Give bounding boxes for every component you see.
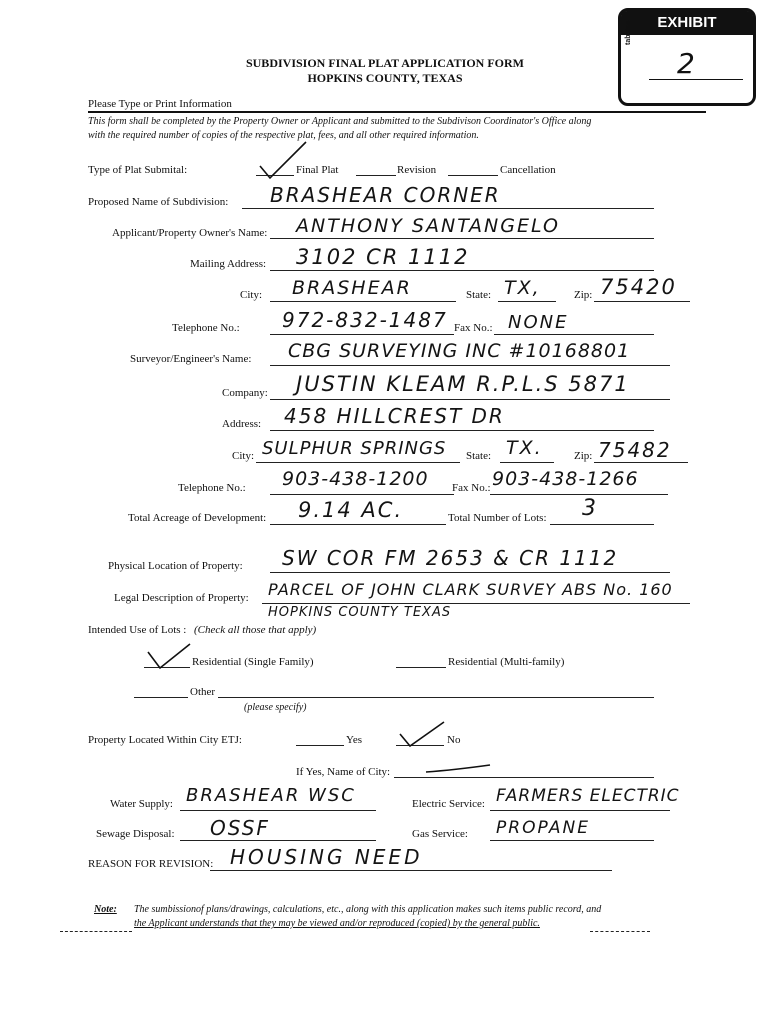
- location-label: Physical Location of Property:: [108, 560, 243, 572]
- single-family-label: Residential (Single Family): [192, 656, 314, 668]
- zip-line: [594, 301, 690, 302]
- owner-line: [270, 238, 654, 239]
- revision-blank[interactable]: [356, 175, 396, 176]
- address-line: [270, 430, 654, 431]
- single-family-check-icon: [144, 642, 192, 670]
- reason-value[interactable]: HOUSING NEED: [230, 845, 423, 869]
- electric-line: [490, 810, 670, 811]
- revision-label: Revision: [397, 164, 437, 176]
- cancellation-label: Cancellation: [500, 164, 556, 176]
- zip-value[interactable]: 75420: [600, 275, 677, 299]
- subdivision-line: [242, 208, 654, 209]
- mailing-line: [270, 270, 654, 271]
- zip2-value[interactable]: 75482: [598, 438, 672, 462]
- legal-line: [262, 603, 690, 604]
- phone-label: Telephone No.:: [172, 322, 240, 334]
- plat-type-label: Type of Plat Submital:: [88, 164, 188, 176]
- instructions-line1: This form shall be completed by the Property Owner or Applicant and submitted to the Subdivison Coordinator's Office along: [88, 116, 592, 127]
- sewage-label: Sewage Disposal:: [96, 828, 175, 840]
- phone-line: [270, 334, 454, 335]
- phone-value[interactable]: 972-832-1487: [282, 308, 448, 332]
- mailing-value[interactable]: 3102 CR 1112: [296, 245, 470, 269]
- form-title: SUBDIVISION FINAL PLAT APPLICATION FORM: [245, 56, 525, 70]
- surveyor-line: [270, 365, 670, 366]
- etj-city-dash-icon: [424, 762, 494, 776]
- state-label: State:: [466, 289, 492, 301]
- address-label: Address:: [222, 418, 262, 430]
- location-value[interactable]: SW COR FM 2653 & CR 1112: [282, 546, 619, 570]
- etj-no-label: No: [447, 734, 461, 746]
- lots-value[interactable]: 3: [582, 496, 598, 521]
- lots-label: Total Number of Lots:: [448, 512, 547, 524]
- gas-line: [490, 840, 654, 841]
- city2-line: [256, 462, 460, 463]
- final-plat-label: Final Plat: [296, 164, 339, 176]
- state-value[interactable]: TX,: [504, 277, 541, 299]
- subdivision-label: Proposed Name of Subdivision:: [88, 196, 229, 208]
- gas-value[interactable]: PROPANE: [496, 818, 590, 838]
- fax2-value[interactable]: 903-438-1266: [492, 468, 639, 490]
- water-label: Water Supply:: [110, 798, 173, 810]
- company-label: Company:: [222, 387, 268, 399]
- reason-line: [210, 870, 612, 871]
- reason-label: REASON FOR REVISION:: [88, 858, 214, 870]
- multi-family-blank[interactable]: [396, 667, 446, 668]
- city-label: City:: [240, 289, 263, 301]
- note-dash-right: [590, 931, 650, 932]
- owner-label: Applicant/Property Owner's Name:: [112, 227, 268, 239]
- location-line: [270, 572, 670, 573]
- use-hint: (Check all those that apply): [194, 624, 317, 636]
- exhibit-number: 2: [677, 47, 695, 80]
- water-line: [180, 810, 376, 811]
- cancellation-blank[interactable]: [448, 175, 498, 176]
- phone2-value[interactable]: 903-438-1200: [282, 468, 429, 490]
- sewage-value[interactable]: OSSF: [210, 816, 270, 840]
- other-label: Other: [190, 686, 216, 698]
- owner-value[interactable]: ANTHONY SANTANGELO: [296, 215, 560, 237]
- surveyor-label: Surveyor/Engineer's Name:: [130, 353, 252, 365]
- fax2-line: [490, 494, 668, 495]
- state2-value[interactable]: TX.: [506, 437, 543, 459]
- state-line: [498, 301, 556, 302]
- note-line2: the Applicant understands that they may be viewed and/or reproduced (copied) by the general public.: [134, 918, 540, 929]
- legal-label: Legal Description of Property:: [114, 592, 249, 604]
- other-specify-line[interactable]: [218, 697, 654, 698]
- company-value[interactable]: JUSTIN KLEAM R.P.L.S 5871: [296, 372, 630, 396]
- please-type-label: Please Type or Print Information: [88, 98, 232, 110]
- company-line: [270, 399, 670, 400]
- surveyor-value[interactable]: CBG SURVEYING INC #10168801: [288, 340, 631, 362]
- electric-label: Electric Service:: [412, 798, 485, 810]
- other-blank[interactable]: [134, 697, 188, 698]
- instructions-line2: with the required number of copies of the respective plat, fees, and all other required information.: [88, 130, 479, 141]
- please-specify: (please specify): [244, 702, 307, 713]
- address-value[interactable]: 458 HILLCREST DR: [284, 404, 505, 428]
- acreage-line: [270, 524, 446, 525]
- gas-label: Gas Service:: [412, 828, 468, 840]
- exhibit-title: EXHIBIT: [621, 11, 753, 35]
- city-value[interactable]: BRASHEAR: [292, 277, 412, 299]
- city2-label: City:: [232, 450, 255, 462]
- zip2-label: Zip:: [574, 450, 593, 462]
- fax2-label: Fax No.:: [452, 482, 491, 494]
- city2-value[interactable]: SULPHUR SPRINGS: [262, 438, 447, 459]
- etj-city-label: If Yes, Name of City:: [296, 766, 391, 778]
- fax-label: Fax No.:: [454, 322, 493, 334]
- zip-label: Zip:: [574, 289, 593, 301]
- etj-label: Property Located Within City ETJ:: [88, 734, 242, 746]
- zip2-line: [594, 462, 688, 463]
- state2-line: [500, 462, 554, 463]
- city-line: [270, 301, 456, 302]
- legal-value-line2[interactable]: HOPKINS COUNTY TEXAS: [268, 605, 452, 620]
- form-county: HOPKINS COUNTY, TEXAS: [307, 71, 463, 85]
- etj-no-check-icon: [396, 720, 446, 748]
- multi-family-label: Residential (Multi-family): [448, 656, 565, 668]
- etj-yes-blank[interactable]: [296, 745, 344, 746]
- water-value[interactable]: BRASHEAR WSC: [186, 785, 356, 806]
- note-line1: The sumbissionof plans/drawings, calculations, etc., along with this application makes such items public record, and: [134, 904, 602, 915]
- note-dash-left: [60, 931, 132, 932]
- fax-value[interactable]: NONE: [508, 312, 569, 333]
- header-rule: [88, 111, 706, 113]
- electric-value[interactable]: FARMERS ELECTRIC: [496, 786, 680, 806]
- sewage-line: [180, 840, 376, 841]
- phone2-label: Telephone No.:: [178, 482, 246, 494]
- fax-line: [494, 334, 654, 335]
- etj-city-line[interactable]: [394, 777, 654, 778]
- exhibit-brand: tabbies: [625, 20, 632, 45]
- acreage-label: Total Acreage of Development:: [128, 512, 267, 524]
- etj-yes-label: Yes: [346, 734, 363, 746]
- state2-label: State:: [466, 450, 492, 462]
- phone2-line: [270, 494, 454, 495]
- legal-value-line1[interactable]: PARCEL OF JOHN CLARK SURVEY ABS No. 160: [268, 580, 673, 599]
- lots-line: [550, 524, 654, 525]
- subdivision-value[interactable]: BRASHEAR CORNER: [270, 183, 501, 207]
- note-label: Note:: [94, 904, 117, 915]
- mailing-label: Mailing Address:: [190, 258, 267, 270]
- acreage-value[interactable]: 9.14 AC.: [298, 498, 404, 522]
- use-label: Intended Use of Lots :: [88, 624, 187, 636]
